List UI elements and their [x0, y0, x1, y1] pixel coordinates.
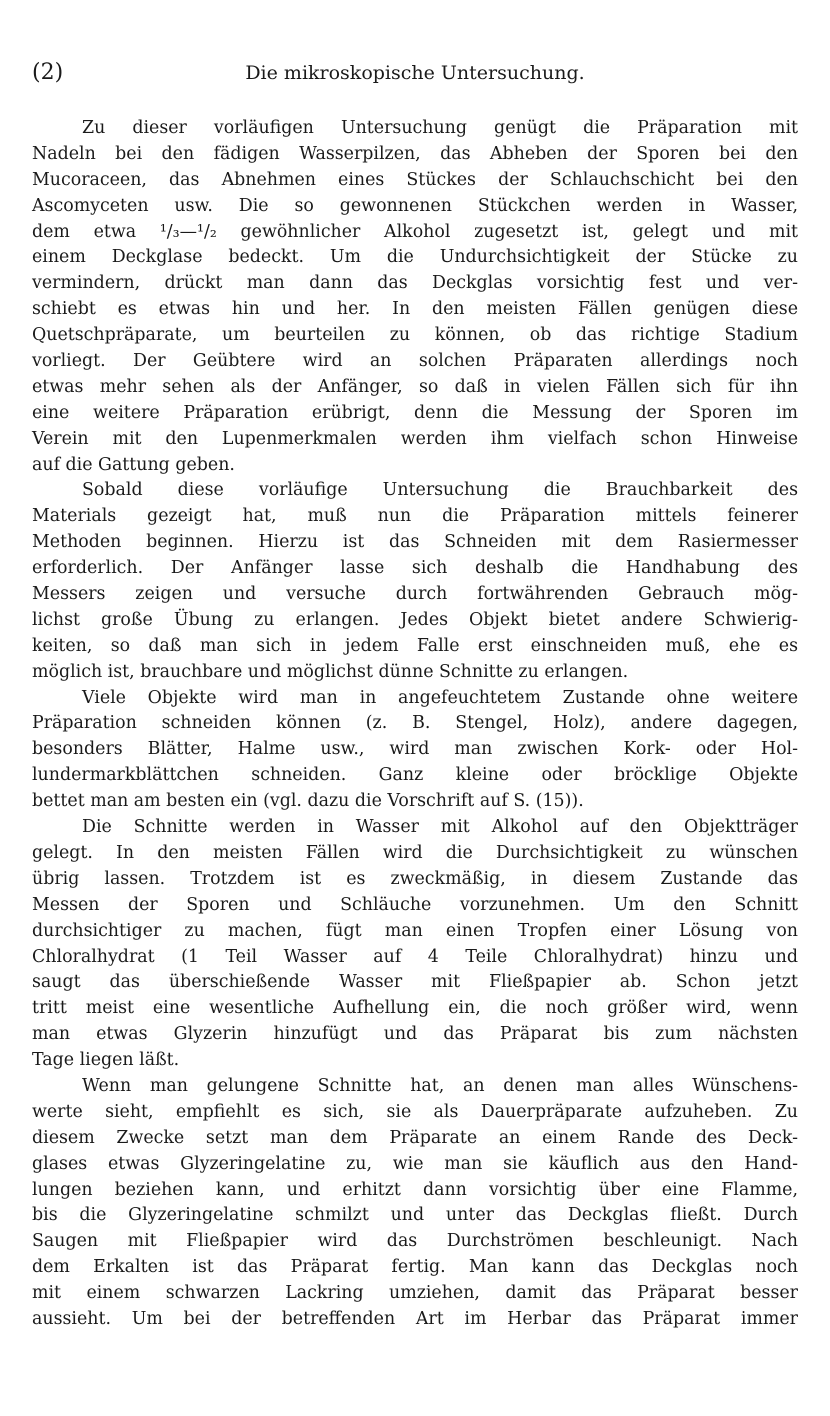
text-line: tritt meist eine wesentliche Aufhellung ein, die noch größer wird, wenn: [32, 998, 798, 1019]
text-line: Saugen mit Fließpapier wird das Durchströmen beschleunigt. Nach: [32, 1231, 798, 1252]
paragraph: [32, 1074, 798, 1333]
text-line: Materials gezeigt hat, muß nun die Präparation mittels feinerer: [32, 506, 798, 527]
paragraph-text: [32, 478, 798, 685]
text-line: aussieht. Um bei der betreffenden Art im Herbar das Präparat immer: [32, 1308, 798, 1329]
running-title: Die mikroskopische Untersuchung.: [245, 62, 585, 84]
text-line: saugt das überschießende Wasser mit Fließpapier ab. Schon jetzt: [32, 972, 798, 993]
text-line: übrig lassen. Trotzdem ist es zweckmäßig, in diesem Zustande das: [32, 868, 798, 889]
text-line: man etwas Glyzerin hinzufügt und das Präparat bis zum nächsten: [32, 1024, 798, 1045]
text-line: diesem Zwecke setzt man dem Präparate an einem Rande des Deck-: [32, 1127, 798, 1148]
text-line: werte sieht, empfiehlt es sich, sie als Dauerpräparate aufzuheben. Zu: [32, 1101, 798, 1122]
text-line: gelegt. In den meisten Fällen wird die Durchsichtigkeit zu wünschen: [32, 842, 798, 863]
paragraph: [32, 815, 798, 1074]
text-line: lichst große Übung zu erlangen. Jedes Objekt bietet andere Schwierig-: [32, 609, 798, 630]
paragraph: [32, 116, 798, 478]
text-line: mit einem schwarzen Lackring umziehen, damit das Präparat besser: [32, 1283, 798, 1304]
text-line: Mucoraceen, das Abnehmen eines Stückes der Schlauchschicht bei den: [32, 169, 798, 190]
paragraph-text: [32, 1074, 798, 1333]
text-line: glases etwas Glyzeringelatine zu, wie man sie käuflich aus den Hand-: [32, 1153, 798, 1174]
text-line: etwas mehr sehen als der Anfänger, so daß in vielen Fällen sich für ihn: [32, 376, 798, 397]
text-line: Chloralhydrat (1 Teil Wasser auf 4 Teile Chloralhydrat) hinzu und: [32, 946, 798, 967]
text-line: Präparation schneiden können (z. B. Stengel, Holz), andere dagegen,: [32, 713, 798, 734]
text-line: Zu dieser vorläufigen Untersuchung genügt die Präparation mit: [82, 118, 798, 138]
text-line: besonders Blätter, Halme usw., wird man zwischen Kork- oder Hol-: [32, 739, 798, 760]
text-line: bettet man am besten ein (vgl. dazu die Vorschrift auf S. (15)).: [32, 791, 584, 812]
text-line: lundermarkblättchen schneiden. Ganz kleine oder bröcklige Objekte: [32, 765, 798, 786]
text-line: Sobald diese vorläufige Untersuchung die Brauchbarkeit des: [82, 480, 798, 501]
text-line: Ascomyceten usw. Die so gewonnenen Stückchen werden in Wasser,: [32, 195, 798, 216]
paragraph-text: [32, 116, 798, 478]
paragraph: [32, 478, 798, 685]
paragraph: [32, 686, 798, 815]
text-line: eine weitere Präparation erübrigt, denn die Messung der Sporen im: [32, 402, 798, 423]
text-line: erforderlich. Der Anfänger lasse sich deshalb die Handhabung des: [32, 558, 798, 579]
text-line: Messen der Sporen und Schläuche vorzunehmen. Um den Schnitt: [32, 894, 798, 915]
text-line: bis die Glyzeringelatine schmilzt und unter das Deckglas fließt. Durch: [32, 1205, 798, 1226]
text-line: möglich ist, brauchbare und möglichst dünne Schnitte zu erlangen.: [32, 661, 629, 682]
text-line: lungen beziehen kann, und erhitzt dann vorsichtig über eine Flamme,: [32, 1179, 798, 1200]
text-line: Quetschpräparate, um beurteilen zu können, ob das richtige Stadium: [32, 325, 798, 346]
text-line: Methoden beginnen. Hierzu ist das Schneiden mit dem Rasiermesser: [32, 532, 798, 553]
text-line: auf die Gattung geben.: [32, 454, 235, 475]
paragraph-text: [32, 815, 798, 1074]
text-line: Die Schnitte werden in Wasser mit Alkohol auf den Objektträger: [82, 817, 798, 838]
text-line: dem Erkalten ist das Präparat fertig. Man kann das Deckglas noch: [32, 1257, 798, 1278]
text-line: dem etwa ¹/₃—¹/₂ gewöhnlicher Alkohol zugesetzt ist, gelegt und mit: [32, 221, 798, 242]
text-line: schiebt es etwas hin und her. In den meisten Fällen genügen diese: [32, 299, 798, 320]
text-line: einem Deckglase bedeckt. Um die Undurchsichtigkeit der Stücke zu: [32, 247, 798, 268]
text-line: Verein mit den Lupenmerkmalen werden ihm vielfach schon Hinweise: [32, 428, 798, 449]
text-line: Viele Objekte wird man in angefeuchtetem Zustande ohne weitere: [82, 687, 798, 708]
body-text: [32, 116, 798, 1333]
text-line: keiten, so daß man sich in jedem Falle erst einschneiden muß, ehe es: [32, 635, 798, 656]
text-line: vorliegt. Der Geübtere wird an solchen Präparaten allerdings noch: [32, 351, 798, 372]
text-line: vermindern, drückt man dann das Deckglas vorsichtig fest und ver-: [32, 273, 798, 294]
text-line: Tage liegen läßt.: [32, 1050, 180, 1071]
page-number: (2): [32, 60, 64, 85]
text-line: Nadeln bei den fädigen Wasserpilzen, das Abheben der Sporen bei den: [32, 143, 798, 164]
text-line: Messers zeigen und versuche durch fortwährenden Gebrauch mög-: [32, 584, 798, 605]
paragraph-text: [32, 686, 798, 815]
page-header: [32, 58, 798, 92]
text-line: Wenn man gelungene Schnitte hat, an denen man alles Wünschens-: [82, 1075, 798, 1096]
text-line: durchsichtiger zu machen, fügt man einen Tropfen einer Lösung von: [32, 920, 798, 941]
